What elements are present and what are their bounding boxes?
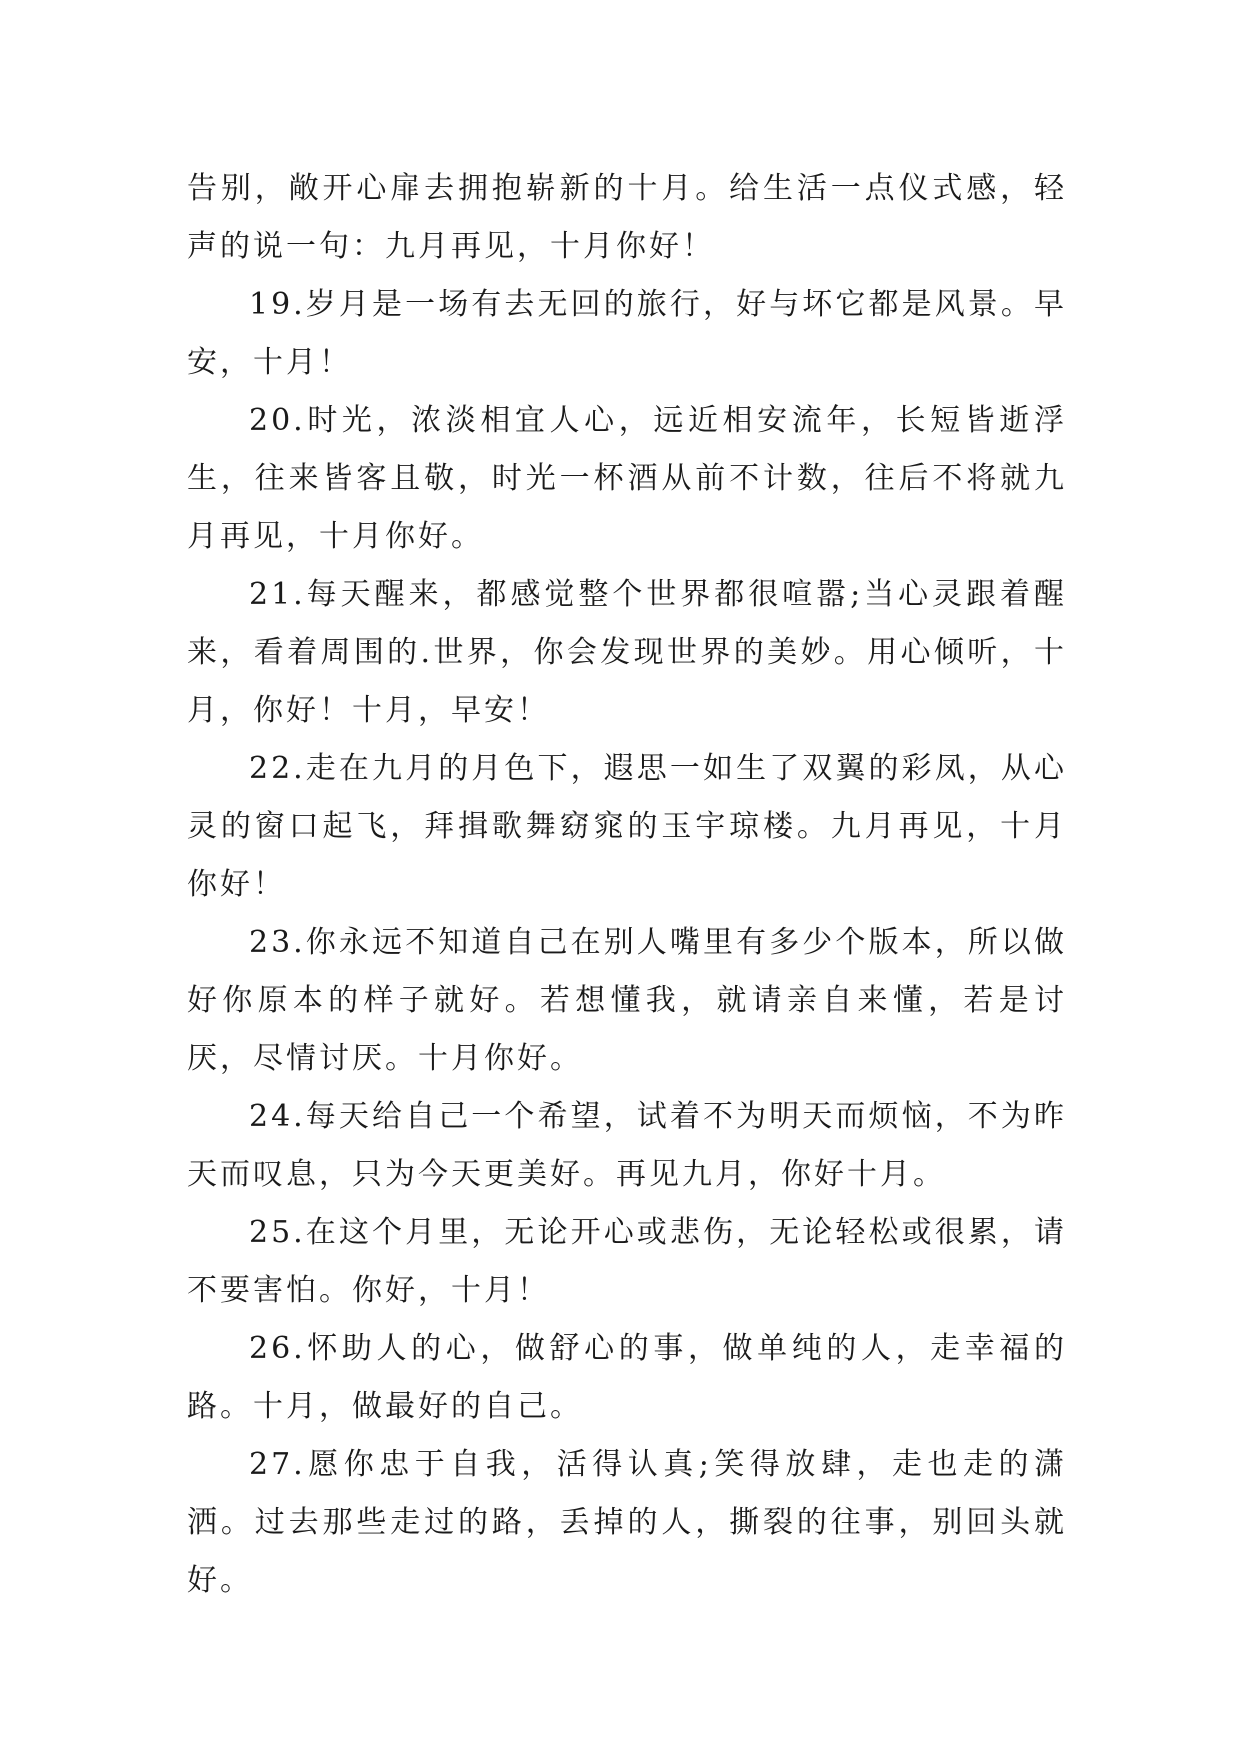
paragraph-21: 21.每天醒来，都感觉整个世界都很喧嚣;当心灵跟着醒来，看着周围的.世界，你会发现世界的美妙。用心倾听，十月，你好！十月，早安！ [187, 577, 1067, 728]
paragraph-continued: 告别，敞开心扉去拥抱崭新的十月。给生活一点仪式感，轻声的说一句：九月再见，十月你好！ [187, 171, 1067, 264]
paragraph-26: 26.怀助人的心，做舒心的事，做单纯的人，走幸福的路。十月，做最好的自己。 [187, 1331, 1067, 1424]
paragraph-23: 23.你永远不知道自己在别人嘴里有多少个版本，所以做好你原本的样子就好。若想懂我，就请亲自来懂，若是讨厌，尽情讨厌。十月你好。 [187, 925, 1067, 1076]
document-body [187, 160, 1067, 1610]
paragraph-24: 24.每天给自己一个希望，试着不为明天而烦恼，不为昨天而叹息，只为今天更美好。再见九月，你好十月。 [187, 1099, 1067, 1192]
paragraph-25: 25.在这个月里，无论开心或悲伤，无论轻松或很累，请不要害怕。你好，十月！ [187, 1215, 1067, 1308]
paragraph-22: 22.走在九月的月色下，遐思一如生了双翼的彩凤，从心灵的窗口起飞，拜揖歌舞窈窕的玉宇琼楼。九月再见，十月你好！ [187, 751, 1067, 902]
paragraph-20: 20.时光，浓淡相宜人心，远近相安流年，长短皆逝浮生，往来皆客且敬，时光一杯酒从前不计数，往后不将就九月再见，十月你好。 [187, 403, 1067, 554]
paragraph-19: 19.岁月是一场有去无回的旅行，好与坏它都是风景。早安，十月！ [187, 287, 1067, 380]
paragraph-27: 27.愿你忠于自我，活得认真;笑得放肆，走也走的潇洒。过去那些走过的路，丢掉的人，撕裂的往事，别回头就好。 [187, 1447, 1067, 1598]
